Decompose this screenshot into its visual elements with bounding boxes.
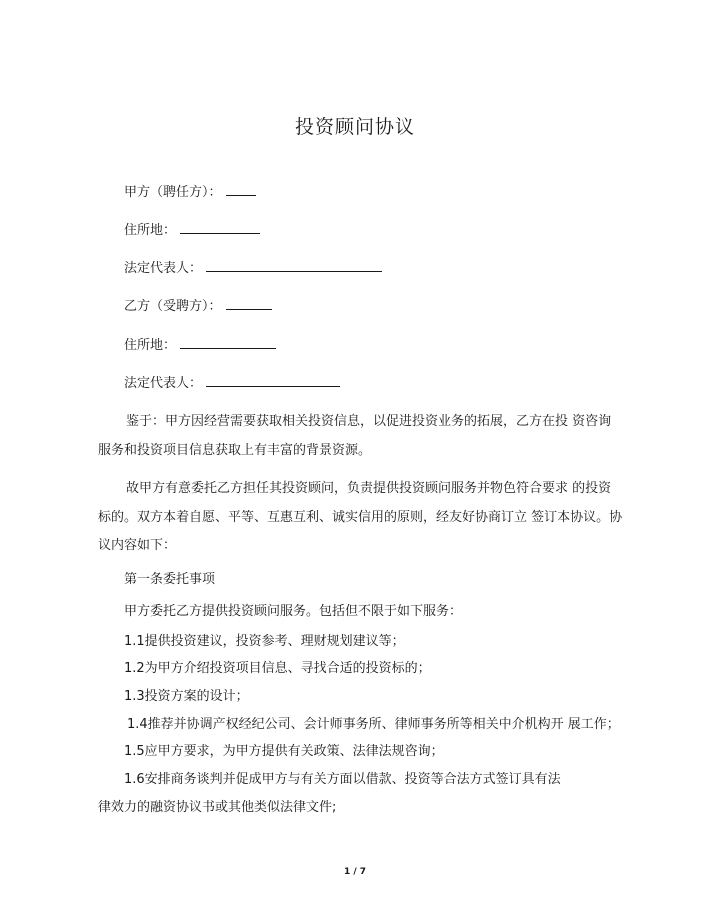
page-number: 1 / 7: [343, 867, 367, 877]
party-b-address-field: [124, 336, 276, 355]
article-1-item-3: 1.3投资方案的设计；: [124, 689, 249, 704]
party-b-blank: [226, 297, 272, 310]
intent-line-2: 标的。双方本着自愿、平等、互惠互利、诚实信用的原则，经友好协商订立 签订本协议。协: [98, 510, 623, 525]
party-b-field: [124, 297, 272, 316]
document-title: 投资顾问协议: [294, 116, 415, 138]
whereas-line-1: 鉴于：甲方因经营需要获取相关投资信息，以促进投资业务的拓展，乙方在投 资咨询: [126, 414, 612, 429]
intent-line-3: 议内容如下：: [98, 538, 177, 553]
article-1-item-4: 1.4推荐并协调产权经纪公司、会计师事务所、律师事务所等相关中介机构开 展工作；: [127, 717, 620, 732]
party-a-label: 甲方（聘任方）：: [124, 185, 222, 200]
article-1-item-6: 1.6安排商务谈判并促成甲方与有关方面以借款、投资等合法方式签订具有法: [124, 772, 561, 787]
party-b-representative-label: 法定代表人：: [124, 376, 203, 391]
party-a-field: [124, 183, 256, 202]
party-a-address-field: [124, 221, 260, 240]
party-a-representative-field: [124, 259, 382, 278]
party-a-address-label: 住所地：: [124, 223, 177, 238]
party-b-representative-blank: [206, 374, 340, 387]
party-b-address-label: 住所地：: [124, 338, 177, 353]
party-b-label: 乙方（受聘方）：: [124, 299, 222, 314]
article-1-item-2: 1.2为甲方介绍投资项目信息、寻找合适的投资标的；: [124, 661, 431, 676]
article-1-item-5: 1.5应甲方要求，为甲方提供有关政策、法律法规咨询；: [124, 744, 444, 759]
party-a-address-blank: [180, 221, 260, 234]
party-b-representative-field: [124, 374, 340, 393]
article-1-item-1: 1.1提供投资建议，投资参考、理财规划建议等；: [124, 634, 405, 649]
whereas-line-2: 服务和投资项目信息获取上有丰富的背景资源。: [98, 443, 372, 458]
article-1-item-6-continued: 律效力的融资协议书或其他类似法律文件;: [98, 800, 337, 815]
party-a-representative-label: 法定代表人：: [124, 261, 203, 276]
party-a-representative-blank: [206, 259, 382, 272]
party-b-address-blank: [180, 336, 276, 349]
intent-line-1: 故甲方有意委托乙方担任其投资顾问，负责提供投资顾问服务并物色符合要求 的投资: [126, 481, 612, 496]
article-1-intro: 甲方委托乙方提供投资顾问服务。包括但不限于如下服务：: [124, 604, 463, 619]
party-a-blank: [226, 183, 256, 196]
article-1-heading: 第一条委托事项: [124, 572, 216, 587]
